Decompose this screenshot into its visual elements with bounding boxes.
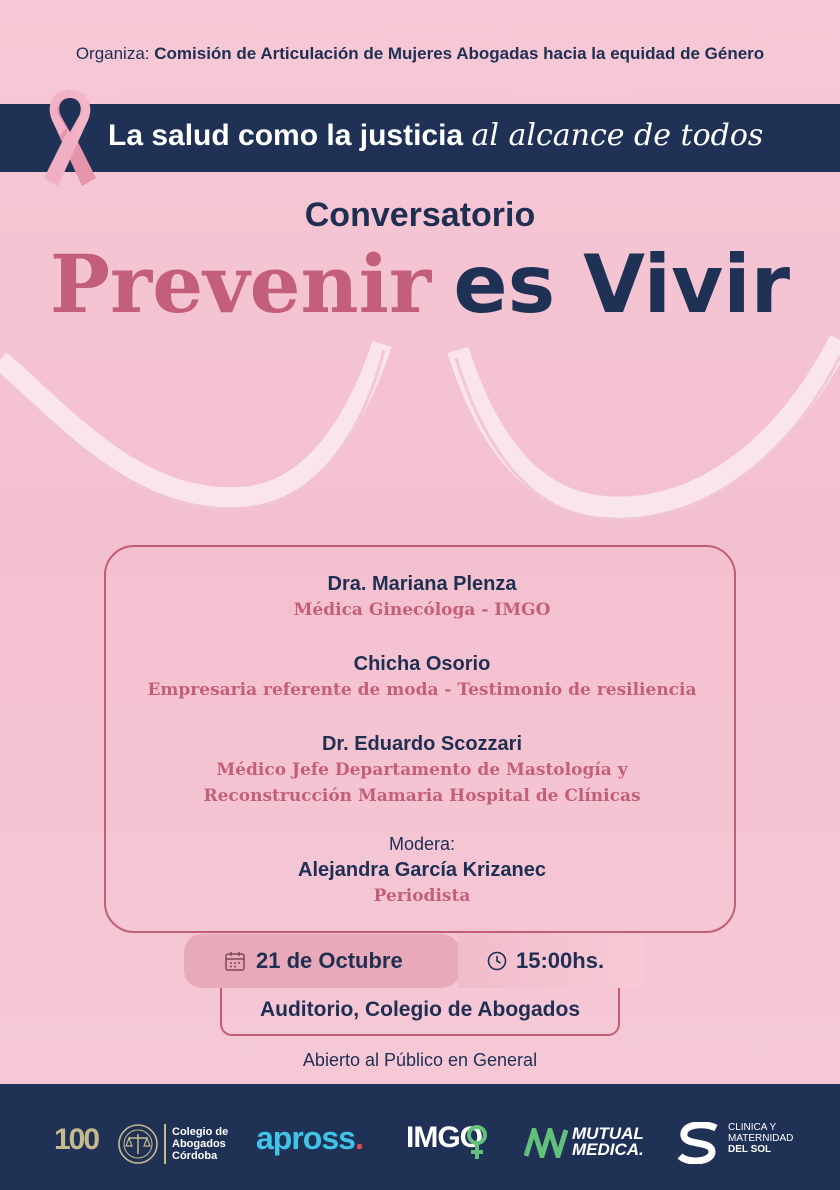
apross-logo: [256, 1120, 363, 1157]
mutual-medica-mark-icon: [524, 1128, 568, 1158]
moderator-role: Periodista: [373, 886, 471, 906]
event-date: 21 de Octubre: [256, 948, 403, 973]
speaker-role: Empresaria referente de moda - Testimonio de resiliencia: [147, 680, 697, 700]
clinica-line-3: DEL SOL: [728, 1144, 772, 1155]
speaker-name: Chicha Osorio: [353, 653, 491, 675]
mutual-medica-logo: [572, 1126, 644, 1158]
colegio-line-1: Colegio de: [172, 1126, 229, 1138]
clinica-line-1: CLINICA Y: [728, 1122, 777, 1133]
mutual-line-1: MUTUAL: [572, 1124, 644, 1143]
event-time: 15:00hs.: [516, 948, 605, 973]
speaker-role: Médica Ginecóloga - IMGO: [293, 600, 551, 620]
clinica-del-sol-logo: [728, 1122, 793, 1155]
apross-text: apross: [256, 1120, 355, 1156]
speakers-panel: [104, 545, 736, 933]
venus-icon: [466, 1124, 488, 1162]
organizer-label: Organiza:: [75, 44, 150, 63]
logo-divider: [164, 1124, 166, 1164]
speaker-2: [106, 651, 738, 703]
colegio-logo-text: [172, 1126, 228, 1162]
moderator: [106, 831, 738, 909]
apross-dot: .: [354, 1120, 363, 1156]
event-type: Conversatorio: [304, 196, 536, 234]
speaker-3: [106, 731, 738, 809]
scales-seal-icon: [116, 1122, 160, 1166]
calendar-icon: [224, 950, 246, 972]
organizer-name: Comisión de Articulación de Mujeres Abogadas hacia la equidad de Género: [154, 44, 765, 63]
clinica-line-2: MATERNIDAD: [728, 1133, 794, 1144]
speaker-name: Dra. Mariana Plenza: [327, 573, 517, 595]
event-access: Abierto al Público en General: [302, 1050, 538, 1070]
clock-icon: [486, 950, 508, 972]
colegio-line-2: Abogados: [172, 1138, 226, 1150]
mutual-line-2: MEDICA.: [572, 1140, 644, 1159]
slogan-italic: al alcance de todos: [471, 118, 764, 153]
imgo-logo: IMGO: [406, 1121, 482, 1154]
moderator-label: Modera:: [388, 834, 456, 854]
speaker-1: [106, 571, 738, 623]
clinica-del-sol-mark-icon: [676, 1122, 722, 1164]
awareness-ribbon-icon: [30, 82, 110, 194]
speaker-role-line-1: Médico Jefe Departamento de Mastología y: [216, 760, 628, 780]
speaker-name: Dr. Eduardo Scozzari: [321, 733, 523, 755]
headline-navy: es Vivir: [453, 238, 791, 331]
colegio-100-logo: 100: [54, 1123, 99, 1156]
organizer-line: [0, 44, 840, 64]
colegio-line-3: Córdoba: [172, 1150, 218, 1162]
slogan-text: [108, 118, 818, 153]
moderator-name: Alejandra García Krizanec: [298, 859, 546, 881]
headline-pink: Prevenir: [49, 237, 432, 331]
speaker-role-line-2: Reconstrucción Mamaria Hospital de Clínicas: [203, 786, 641, 806]
slogan-plain: La salud como la justicia: [108, 119, 464, 152]
event-venue: Auditorio, Colegio de Abogados: [220, 988, 620, 1036]
ribbon-illustration: [0, 300, 840, 540]
